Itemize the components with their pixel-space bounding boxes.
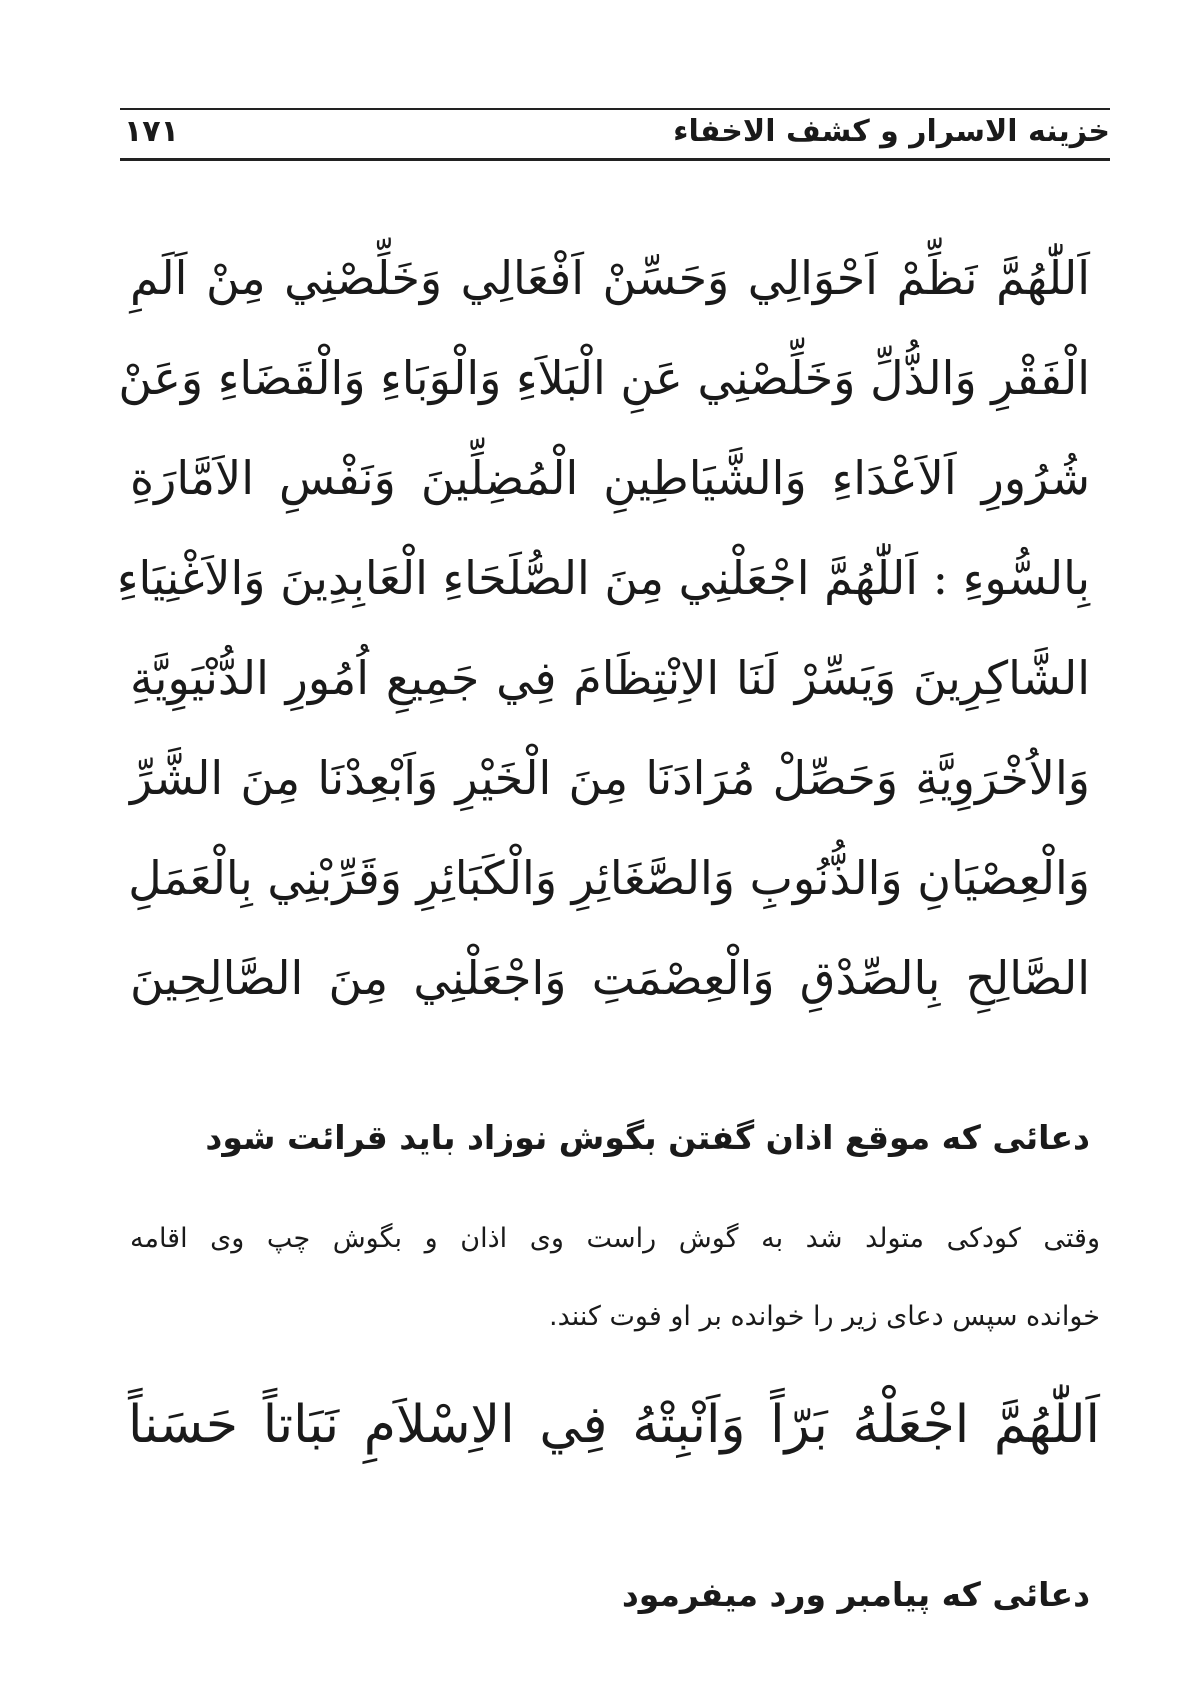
instruction-paragraph [130, 1200, 1100, 1356]
prayer-line: اَللّٰهُمَّ نَظِّمْ اَحْوَالِي وَحَسِّنْ اَفْعَالِي وَخَلِّصْنِي مِنْ اَلَمِ [130, 251, 1090, 305]
running-title: خزينه الاسرار و كشف الاخفاء [673, 114, 1110, 149]
prayer-line: الصَّالِحِ بِالصِّدْقِ وَالْعِصْمَتِ وَاجْعَلْنِي مِنَ الصَّالِحِينَ [130, 951, 1090, 1005]
prayer-line: وَالْعِصْيَانِ وَالذُّنُوبِ وَالصَّغَائِرِ وَالْكَبَائِرِ وَقَرِّبْنِي بِالْعَمَلِ [128, 851, 1090, 905]
page-number: ١٧١ [124, 114, 179, 149]
prayer-line: وَالاُخْرَوِيَّةِ وَحَصِّلْ مُرَادَنَا مِنَ الْخَيْرِ وَاَبْعِدْنَا مِنَ الشَّرِّ [130, 751, 1090, 805]
section-heading-prophet-prayer: دعائی که پیامبر ورد میفرمود [621, 1575, 1090, 1614]
paragraph-line: خوانده سپس دعای زیر را خوانده بر او فوت کنند. [549, 1301, 1100, 1332]
prayer-line: الشَّاكِرِينَ وَيَسِّرْ لَنَا الاِنْتِظَامَ فِي جَمِيعِ اُمُورِ الدُّنْيَوِيَّةِ [130, 651, 1090, 705]
page-header [120, 100, 1110, 162]
newborn-prayer: اَللّٰهُمَّ اجْعَلْهُ بَرّاً وَاَنْبِتْهُ فِي الاِسْلاَمِ نَبَاتاً حَسَناً [128, 1395, 1100, 1455]
section-heading-newborn-prayer: دعائی که موقع اذان گفتن بگوش نوزاد باید قرائت شود [205, 1118, 1090, 1157]
header-rule-top [120, 108, 1110, 110]
prayer-line: شُرُورِ اَلاَعْدَاءِ وَالشَّيَاطِينِ الْمُضِلِّينَ وَنَفْسِ الاَمَّارَةِ [130, 451, 1090, 505]
header-rule-bottom [120, 158, 1110, 161]
paragraph-line: وقتی کودکی متولد شد به گوش راست وی اذان و بگوش چپ وی اقامه [130, 1223, 1100, 1254]
prayer-line: بِالسُّوءِ : اَللّٰهُمَّ اجْعَلْنِي مِنَ الصُّلَحَاءِ الْعَابِدِينَ وَالاَغْنِيَاءِ [116, 551, 1090, 605]
arabic-prayer-block [116, 228, 1090, 1028]
prayer-line: الْفَقْرِ وَالذُّلِّ وَخَلِّصْنِي عَنِ الْبَلاَءِ وَالْوَبَاءِ وَالْقَضَاءِ وَعَنْ [118, 351, 1090, 405]
